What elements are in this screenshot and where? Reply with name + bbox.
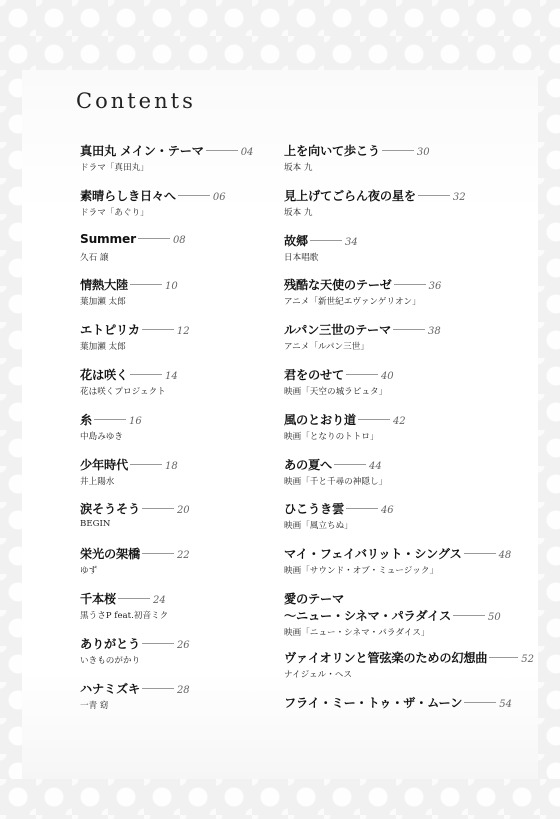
toc-entry[interactable] bbox=[80, 187, 310, 232]
song-title: 花は咲く bbox=[80, 367, 128, 382]
leader-line bbox=[130, 284, 162, 285]
page-number: 04 bbox=[240, 147, 254, 158]
song-title: 風のとおり道 bbox=[284, 412, 356, 427]
toc-entry[interactable] bbox=[80, 142, 310, 187]
toc-entry[interactable] bbox=[80, 411, 310, 456]
leader-line bbox=[334, 464, 366, 465]
page-number: 50 bbox=[487, 611, 501, 623]
song-credit: アニメ「ルパン三世」 bbox=[284, 342, 369, 353]
leader-line bbox=[346, 508, 378, 509]
song-credit: BEGIN bbox=[80, 519, 111, 530]
leader-line bbox=[346, 374, 378, 375]
song-title: フライ・ミー・トゥ・ザ・ムーン bbox=[284, 695, 463, 710]
page-number: 30 bbox=[416, 147, 430, 158]
song-title: 真田丸 メイン・テーマ bbox=[80, 144, 204, 158]
decorative-pattern-bottom bbox=[0, 779, 560, 819]
page-number: 16 bbox=[129, 415, 142, 427]
song-credit: 花は咲くプロジェクト bbox=[80, 386, 166, 397]
song-credit: 日本唱歌 bbox=[284, 252, 319, 263]
decorative-pattern-right bbox=[538, 70, 560, 779]
leader-line bbox=[394, 284, 426, 285]
song-credit: アニメ「新世紀エヴァンゲリオン」 bbox=[284, 297, 421, 308]
toc-entry[interactable] bbox=[80, 456, 310, 501]
leader-line bbox=[142, 508, 174, 509]
song-credit: ドラマ「あぐり」 bbox=[80, 207, 149, 218]
leader-line bbox=[118, 598, 150, 599]
leader-line bbox=[142, 329, 174, 330]
page-number: 48 bbox=[498, 550, 512, 562]
song-title: 上を向いて歩こう bbox=[284, 144, 380, 158]
toc-entry[interactable] bbox=[80, 635, 310, 680]
song-title: 栄光の架橋 bbox=[80, 547, 140, 562]
page-title: Contents bbox=[76, 89, 196, 113]
page-number: 46 bbox=[380, 505, 394, 517]
toc-entry[interactable] bbox=[284, 590, 534, 649]
decorative-pattern-left bbox=[0, 70, 22, 779]
toc-entry[interactable] bbox=[80, 232, 310, 277]
song-credit: 映画「ニュー・シネマ・パラダイス」 bbox=[284, 627, 430, 638]
song-title: 見上げてごらん夜の星を bbox=[284, 188, 416, 203]
song-credit: 映画「となりのトトロ」 bbox=[284, 431, 379, 442]
page-number: 40 bbox=[380, 370, 394, 382]
leader-line bbox=[464, 553, 496, 554]
toc-entry[interactable] bbox=[80, 545, 310, 590]
song-title: Summer bbox=[80, 231, 136, 246]
song-title: 涙そうそう bbox=[80, 502, 140, 517]
song-title: 残酷な天使のテーゼ bbox=[284, 278, 392, 293]
song-title: ありがとう bbox=[80, 636, 140, 651]
page-number: 14 bbox=[164, 370, 178, 382]
toc-entry[interactable] bbox=[284, 456, 534, 501]
page-number: 06 bbox=[212, 191, 226, 203]
page-number: 54 bbox=[499, 698, 513, 710]
song-title: 情熱大陸 bbox=[80, 278, 128, 293]
song-title: あの夏へ bbox=[284, 457, 332, 472]
song-title: 千本桜 bbox=[80, 591, 116, 606]
toc-entry[interactable] bbox=[80, 276, 310, 321]
page-number: 22 bbox=[176, 550, 190, 562]
leader-line bbox=[393, 329, 425, 330]
song-title: マイ・フェイバリット・シングス bbox=[284, 547, 462, 562]
leader-line bbox=[418, 195, 450, 196]
song-title: 少年時代 bbox=[80, 457, 128, 472]
page-number: 28 bbox=[176, 684, 190, 696]
contents-column-right bbox=[284, 142, 534, 739]
song-credit: ナイジェル・ヘス bbox=[284, 669, 352, 680]
song-credit: ゆず bbox=[80, 566, 98, 577]
page-number: 18 bbox=[164, 460, 178, 472]
song-title-continued: 〜ニュー・シネマ・パラダイス bbox=[284, 608, 451, 623]
song-title: 故郷 bbox=[284, 233, 308, 248]
toc-entry[interactable] bbox=[284, 500, 534, 545]
page-number: 44 bbox=[368, 460, 382, 472]
song-title: ひこうき雲 bbox=[284, 502, 344, 517]
toc-entry[interactable] bbox=[284, 366, 534, 411]
leader-line bbox=[464, 702, 496, 703]
toc-entry[interactable] bbox=[284, 545, 534, 590]
song-credit: 中島みゆき bbox=[80, 431, 123, 442]
toc-entry[interactable] bbox=[80, 680, 310, 725]
song-title: エトピリカ bbox=[80, 323, 140, 338]
leader-line bbox=[310, 240, 342, 241]
leader-line bbox=[178, 195, 210, 196]
song-credit: 坂本 九 bbox=[284, 163, 313, 173]
toc-entry[interactable] bbox=[284, 276, 534, 321]
page-number: 10 bbox=[164, 281, 178, 293]
toc-entry[interactable] bbox=[80, 590, 310, 635]
song-title: 愛のテーマ bbox=[284, 591, 344, 606]
song-credit: 映画「風立ちぬ」 bbox=[284, 521, 353, 532]
song-title: 君をのせて bbox=[284, 367, 344, 382]
toc-entry[interactable] bbox=[284, 187, 534, 232]
leader-line bbox=[142, 643, 174, 644]
song-credit: ドラマ「真田丸」 bbox=[80, 163, 149, 173]
song-credit: 黒うさP feat.初音ミク bbox=[80, 610, 169, 621]
toc-entry[interactable] bbox=[80, 366, 310, 411]
toc-entry[interactable] bbox=[284, 142, 534, 187]
toc-entry[interactable] bbox=[284, 321, 534, 366]
contents-column-left bbox=[80, 142, 310, 724]
leader-line bbox=[382, 150, 414, 151]
song-credit: 坂本 九 bbox=[284, 207, 313, 218]
song-credit: 映画「天空の城ラピュタ」 bbox=[284, 386, 388, 397]
toc-entry[interactable] bbox=[284, 232, 534, 277]
page-number: 26 bbox=[176, 639, 190, 651]
page-number: 34 bbox=[344, 236, 358, 248]
song-title: 素晴らしき日々へ bbox=[80, 188, 176, 203]
song-credit: 久石 譲 bbox=[80, 252, 109, 263]
toc-entry[interactable] bbox=[80, 500, 310, 545]
page-number: 24 bbox=[152, 594, 166, 606]
page-number: 08 bbox=[172, 234, 186, 246]
leader-line bbox=[142, 553, 174, 554]
leader-line bbox=[142, 688, 174, 689]
toc-entry[interactable] bbox=[80, 321, 310, 366]
toc-entry[interactable] bbox=[284, 649, 534, 694]
leader-line bbox=[489, 657, 518, 658]
song-credit: いきものがかり bbox=[80, 655, 141, 666]
song-credit: 映画「千と千尋の神隠し」 bbox=[284, 476, 388, 487]
page-number: 42 bbox=[392, 415, 406, 427]
leader-line bbox=[206, 150, 238, 151]
page-number: 32 bbox=[452, 191, 466, 203]
song-title: ルパン三世のテーマ bbox=[284, 323, 392, 338]
decorative-pattern-top bbox=[0, 0, 560, 70]
song-credit: 葉加瀬 太郎 bbox=[80, 342, 126, 353]
page-number: 20 bbox=[176, 505, 190, 517]
leader-line bbox=[453, 615, 485, 616]
page-number: 12 bbox=[176, 326, 190, 338]
toc-entry[interactable] bbox=[284, 694, 534, 739]
leader-line bbox=[130, 374, 162, 375]
song-credit: 映画「サウンド・オブ・ミュージック」 bbox=[284, 566, 439, 577]
leader-line bbox=[94, 419, 126, 420]
song-title: ハナミズキ bbox=[80, 681, 140, 696]
leader-line bbox=[358, 419, 390, 420]
page-number: 36 bbox=[428, 281, 442, 293]
song-title: ヴァイオリンと管弦楽のための幻想曲 bbox=[284, 650, 488, 665]
toc-entry[interactable] bbox=[284, 411, 534, 456]
leader-line bbox=[130, 464, 162, 465]
page-number: 38 bbox=[428, 326, 441, 338]
song-credit: 一青 窈 bbox=[80, 700, 109, 711]
song-title: 糸 bbox=[80, 412, 92, 427]
song-credit: 井上陽水 bbox=[80, 476, 115, 487]
song-credit: 葉加瀬 太郎 bbox=[80, 297, 126, 308]
page-number: 52 bbox=[521, 653, 534, 665]
leader-line bbox=[138, 238, 170, 239]
